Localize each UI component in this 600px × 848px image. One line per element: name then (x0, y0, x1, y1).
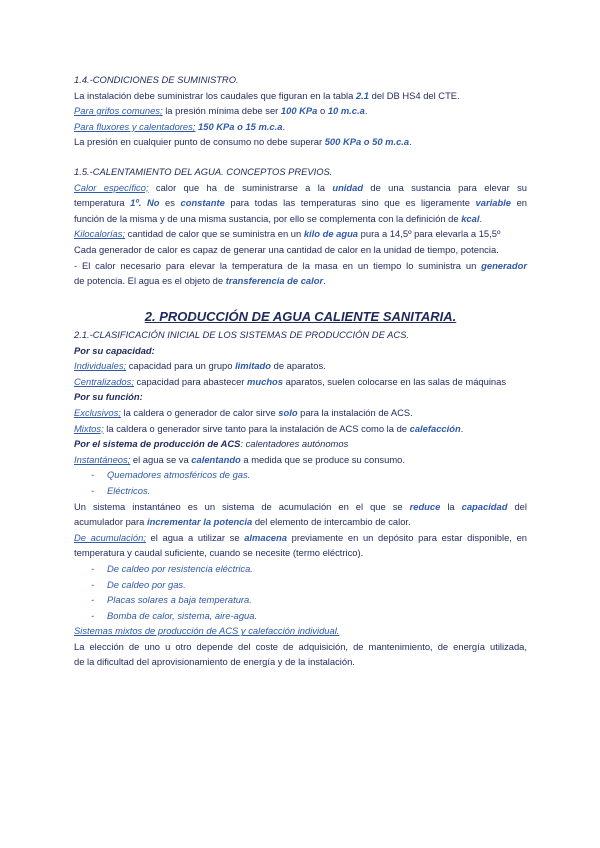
paragraph-line: de la dificultad del aprovisionamiento de energía y de la instalación. (74, 656, 355, 668)
section-1-5 (74, 164, 527, 289)
paragraph-line: Para fluxores y calentadores; 150 KPa o 15 m.c.a. (74, 120, 286, 132)
paragraph-line: temperatura 1º. No es constante para todas las temperaturas sino que es ligeramente variable en (74, 197, 527, 209)
list-item: - Quemadores atmosféricos de gas. (74, 467, 527, 483)
category-heading: Por su capacidad: (74, 344, 155, 356)
list-item: - Placas solares a baja temperatura. (74, 592, 527, 608)
list-item: - Bomba de calor, sistema, aire-agua. (74, 608, 527, 624)
paragraph-line: Cada generador de calor es capaz de generar una cantidad de calor en la unidad de tiempo, potencia. (74, 243, 499, 255)
paragraph-line: Calor específico; calor que ha de suministrarse a la unidad de una sustancia para elevar su (74, 181, 527, 193)
chapter-title: 2. PRODUCCIÓN DE AGUA CALIENTE SANITARIA. (144, 309, 457, 324)
section-heading: 1.5.-CALENTAMIENTO DEL AGUA. CONCEPTOS PREVIOS. (74, 166, 333, 177)
paragraph-line: Instantáneos; el agua se va calentando a medida que se produce su consumo. (74, 453, 405, 465)
paragraph-line: Mixtos; la caldera o generador sirve tanto para la instalación de ACS como la de calefacción. (74, 422, 464, 434)
list-item: - De caldeo por gas. (74, 577, 527, 593)
category-heading: Por el sistema de producción de ACS: calentadores autónomos (74, 438, 349, 450)
subsection-heading: 2.1.-CLASIFICACIÓN INICIAL DE LOS SISTEMAS DE PRODUCCIÓN DE ACS. (74, 329, 409, 340)
list-item: - De caldeo por resistencia eléctrica. (74, 561, 527, 577)
paragraph-line: de potencia. El agua es el objeto de transferencia de calor. (74, 275, 326, 287)
paragraph-line: acumulador para incrementar la potencia del elemento de intercambio de calor. (74, 516, 411, 528)
paragraph-line: La elección de uno u otro depende del coste de adquisición, de mantenimiento, de energía utilizada, (74, 640, 527, 652)
paragraph-line: Para grifos comunes; la presión mínima debe ser 100 KPa o 10 m.c.a. (74, 105, 368, 117)
paragraph-line: Kilocalorías; cantidad de calor que se suministra en un kilo de agua pura a 14,5º para elevarla a 15,5º (74, 228, 501, 240)
paragraph-line: Exclusivos; la caldera o generador de calor sirve solo para la instalación de ACS. (74, 406, 413, 418)
category-heading: Por su función: (74, 391, 143, 403)
paragraph-line: La instalación debe suministrar los caudales que figuran en la tabla 2.1 del DB HS4 del CTE. (74, 89, 460, 101)
paragraph-line: Un sistema instantáneo es un sistema de acumulación en el que se reduce la capacidad del (74, 500, 527, 512)
paragraph-line: De acumulación; el agua a utilizar se almacena previamente en un depósito para estar disponible, en (74, 531, 527, 543)
paragraph-line: Individuales; capacidad para un grupo limitado de aparatos. (74, 360, 326, 372)
paragraph-line: temperatura y caudal suficiente, cuando se necesite (termo eléctrico). (74, 547, 364, 559)
section-heading: 1.4.-CONDICIONES DE SUMINISTRO. (74, 74, 239, 85)
paragraph-line: - El calor necesario para elevar la temperatura de la masa en un tiempo lo suministra un generador (74, 259, 527, 271)
section-2 (74, 327, 527, 670)
list-item: - Eléctricos. (74, 483, 527, 499)
section-1-4 (74, 72, 527, 150)
paragraph-line: función de la misma y de una misma sustancia, por ello se complementa con la definición de kcal. (74, 212, 483, 224)
paragraph-line: La presión en cualquier punto de consumo no debe superar 500 KPa o 50 m.c.a. (74, 136, 412, 148)
category-heading: Sistemas mixtos de producción de ACS y calefacción individual. (74, 625, 340, 637)
paragraph-line: Centralizados; capacidad para abastecer muchos aparatos, suelen colocarse en las salas de máquinas (74, 375, 507, 387)
